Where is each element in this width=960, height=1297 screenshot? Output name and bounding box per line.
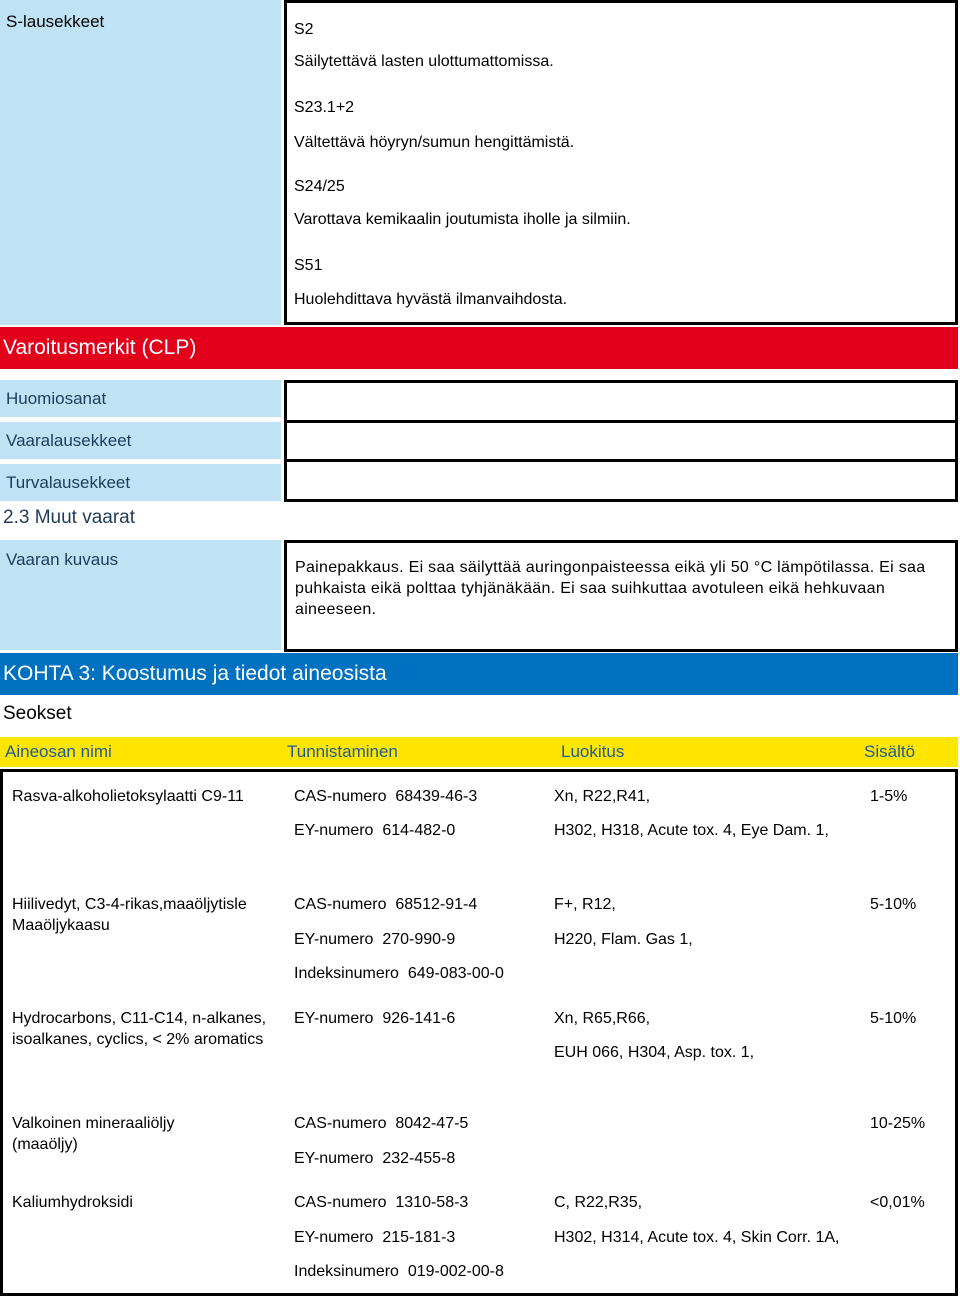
hazard-statements-value (284, 420, 958, 462)
s24-text: Varottava kemikaalin joutumista iholle ja silmiin. (294, 211, 631, 228)
hazard-statements-label: Vaaralausekkeet (6, 431, 132, 450)
hazard-description-label: Vaaran kuvaus (6, 550, 119, 569)
precautionary-statements-value (284, 462, 958, 502)
clp-label-signal-words (0, 380, 281, 417)
row3-id-ey: EY-numero 926-141-6 (294, 1010, 456, 1027)
row3-class-h: EUH 066, H304, Asp. tox. 1, (554, 1044, 755, 1061)
precautionary-statements-label: Turvalausekkeet (6, 473, 131, 492)
s23-code: S23.1+2 (294, 99, 355, 116)
row3-content: 5-10% (870, 1010, 917, 1027)
s2-text: Säilytettävä lasten ulottumattomissa. (294, 53, 554, 70)
other-hazards-heading: 2.3 Muut vaarat (3, 507, 136, 528)
row2-id-index: Indeksinumero 649-083-00-0 (294, 965, 504, 982)
row5-class-h: H302, H314, Acute tox. 4, Skin Corr. 1A, (554, 1229, 840, 1246)
col-header-classification: Luokitus (561, 742, 625, 761)
row4-id-ey: EY-numero 232-455-8 (294, 1150, 456, 1167)
row2-class-h: H220, Flam. Gas 1, (554, 931, 693, 948)
section3-header: KOHTA 3: Koostumus ja tiedot aineosista (0, 653, 958, 695)
signal-words-value (284, 380, 958, 420)
row1-name: Rasva-alkoholietoksylaatti C9-11 (12, 788, 244, 805)
clp-label-precautionary-statements (0, 464, 281, 501)
row5-id-ey: EY-numero 215-181-3 (294, 1229, 456, 1246)
s51-code: S51 (294, 257, 323, 274)
row2-content: 5-10% (870, 896, 917, 913)
row1-class-r: Xn, R22,R41, (554, 788, 651, 805)
row2-id-ey: EY-numero 270-990-9 (294, 931, 456, 948)
col-header-name: Aineosan nimi (5, 742, 112, 761)
hazard-description-box (284, 540, 958, 652)
s24-code: S24/25 (294, 178, 345, 195)
col-header-content: Sisältö (864, 742, 916, 761)
clp-section-header: Varoitusmerkit (CLP) (0, 327, 958, 369)
hazard-description-label-cell (0, 540, 281, 650)
table-header-row (0, 737, 958, 767)
row1-id-cas: CAS-numero 68439-46-3 (294, 788, 478, 805)
col-header-identification: Tunnistaminen (287, 742, 398, 761)
row5-class-r: C, R22,R35, (554, 1194, 643, 1211)
row3-class-r: Xn, R65,R66, (554, 1010, 651, 1027)
s2-code: S2 (294, 21, 314, 38)
row2-name: Hiilivedyt, C3-4-rikas,maaöljytisle Maaöljykaasu (12, 896, 247, 934)
row3-name: Hydrocarbons, C11-C14, n-alkanes, isoalkanes, cyclics, < 2% aromatics (12, 1010, 267, 1048)
row5-id-index: Indeksinumero 019-002-00-8 (294, 1263, 504, 1280)
row1-class-h: H302, H318, Acute tox. 4, Eye Dam. 1, (554, 822, 829, 839)
mixtures-heading: Seokset (3, 703, 72, 724)
row5-name: Kaliumhydroksidi (12, 1194, 133, 1211)
row4-content: 10-25% (870, 1115, 926, 1132)
row2-id-cas: CAS-numero 68512-91-4 (294, 896, 478, 913)
row1-id-ey: EY-numero 614-482-0 (294, 822, 456, 839)
row2-class-r: F+, R12, (554, 896, 616, 913)
signal-words-label: Huomiosanat (6, 389, 107, 408)
clp-label-hazard-statements (0, 422, 281, 459)
row4-name: Valkoinen mineraaliöljy (maaöljy) (12, 1115, 175, 1153)
s23-text: Vältettävä höyryn/sumun hengittämistä. (294, 134, 575, 151)
row4-id-cas: CAS-numero 8042-47-5 (294, 1115, 469, 1132)
row5-content: <0,01% (870, 1194, 925, 1211)
row1-content: 1-5% (870, 788, 908, 805)
s-phrases-label: S-lausekkeet (6, 12, 105, 31)
s51-text: Huolehdittava hyvästä ilmanvaihdosta. (294, 291, 568, 308)
hazard-description-text: Painepakkaus. Ei saa säilyttää auringonpaisteessa eikä yli 50 °C lämpötilassa. Ei saa puhkaista eikä polttaa tyhjänäkään. Ei saa suihkuttaa avotuleen eikä hehkuvaan aineeseen. (295, 559, 926, 618)
s-phrases-box (284, 0, 958, 325)
row5-id-cas: CAS-numero 1310-58-3 (294, 1194, 469, 1211)
s-phrases-label-cell (0, 0, 281, 325)
